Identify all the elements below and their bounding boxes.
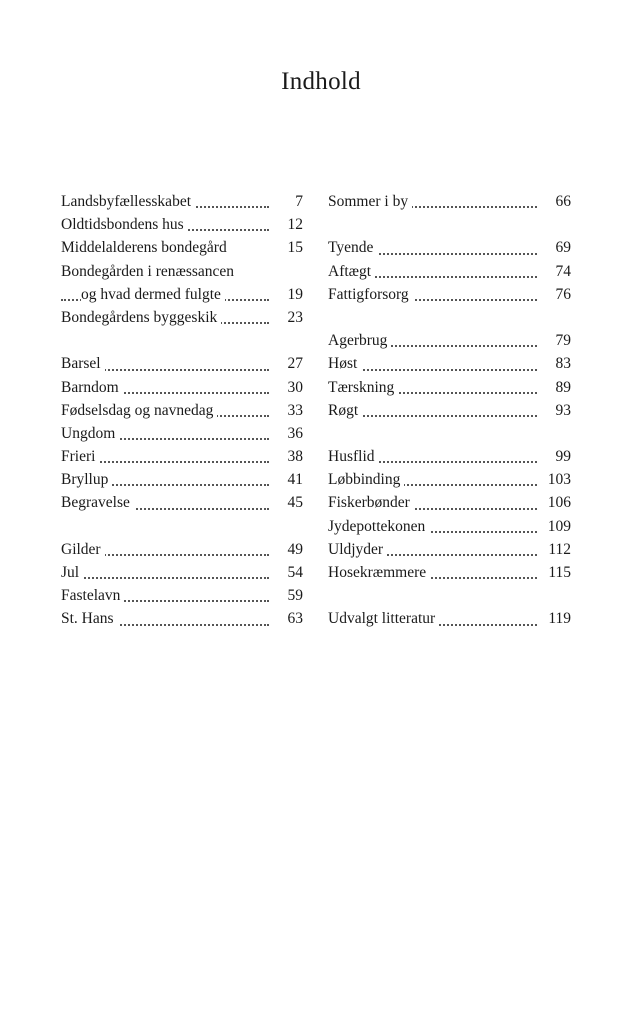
- toc-entry-page: 115: [537, 561, 571, 584]
- toc-entry-page: 27: [269, 352, 303, 375]
- toc-right-column: [328, 190, 571, 631]
- toc-entry[interactable]: [61, 561, 303, 584]
- toc-entry-label: Landsbyfællesskabet: [61, 193, 195, 210]
- toc-entry-label: Høst: [328, 355, 361, 372]
- toc-entry-label: Sommer i by: [328, 193, 412, 210]
- toc-entry-page: 93: [537, 399, 571, 422]
- toc-entry-label: Hosekræmmere: [328, 564, 430, 581]
- toc-entry[interactable]: [328, 445, 571, 468]
- toc-entry[interactable]: [328, 491, 571, 514]
- toc-entry[interactable]: [61, 352, 303, 375]
- toc-entry[interactable]: [61, 422, 303, 445]
- toc-entry[interactable]: [61, 376, 303, 399]
- toc-entry-page: 89: [537, 376, 571, 399]
- toc-entry-page: 112: [537, 538, 571, 561]
- toc-entry-label: Bryllup: [61, 471, 112, 488]
- toc-entry[interactable]: [61, 399, 303, 422]
- toc-entry-page: 79: [537, 329, 571, 352]
- toc-entry[interactable]: [328, 329, 571, 352]
- toc-entry-label: Jul: [61, 564, 83, 581]
- toc-entry-label: Bondegårdens byggeskik: [61, 309, 221, 326]
- toc-entry-page: 59: [269, 584, 303, 607]
- toc-entry-label: og hvad dermed fulgte: [81, 286, 225, 303]
- toc-entry-label: Husflid: [328, 448, 379, 465]
- toc-entry-page: 74: [537, 260, 571, 283]
- toc-entry[interactable]: [328, 352, 571, 375]
- toc-entry-page: 33: [269, 399, 303, 422]
- toc-entry-label: Agerbrug: [328, 332, 391, 349]
- toc-entry[interactable]: [61, 283, 303, 306]
- toc-entry-label: Jydepottekonen: [328, 518, 429, 535]
- toc-entry-label: Tyende: [328, 239, 377, 256]
- toc-entry-page: 12: [269, 213, 303, 236]
- toc-entry[interactable]: [61, 607, 303, 630]
- toc-entry[interactable]: [328, 283, 571, 306]
- toc-entry-page: 15: [269, 236, 303, 259]
- toc-entry-label: Begravelse: [61, 494, 134, 511]
- toc-entry-page: 66: [537, 190, 571, 213]
- toc-entry[interactable]: [61, 584, 303, 607]
- toc-entry[interactable]: [61, 190, 303, 213]
- toc-entry[interactable]: [61, 491, 303, 514]
- toc-entry[interactable]: [328, 468, 571, 491]
- toc-entry[interactable]: [61, 213, 303, 236]
- toc-entry-page: 23: [269, 306, 303, 329]
- toc-entry-label: Ungdom: [61, 425, 119, 442]
- toc-entry[interactable]: [61, 260, 303, 283]
- toc-entry-page: 41: [269, 468, 303, 491]
- toc-entry-label: Barsel: [61, 355, 105, 372]
- toc-entry-label: Frieri: [61, 448, 99, 465]
- toc-entry-label: Fastelavn: [61, 587, 124, 604]
- toc-entry-page: 99: [537, 445, 571, 468]
- toc-entry[interactable]: [328, 260, 571, 283]
- toc-entry-label: Fattigforsorg: [328, 286, 413, 303]
- toc-entry-page: 63: [269, 607, 303, 630]
- toc-entry-label: Tærskning: [328, 379, 398, 396]
- toc-entry-page: 19: [269, 283, 303, 306]
- toc-entry-label: Bondegården i renæssancen: [61, 263, 238, 280]
- toc-entry-label: Uldjyder: [328, 541, 387, 558]
- page-title: Indhold: [281, 68, 361, 95]
- toc-entry-label: Løbbinding: [328, 471, 404, 488]
- toc-entry-label: St. Hans: [61, 610, 118, 627]
- toc-entry-page: 54: [269, 561, 303, 584]
- toc-entry[interactable]: [328, 538, 571, 561]
- toc-entry[interactable]: [61, 306, 303, 329]
- toc-entry-page: 69: [537, 236, 571, 259]
- toc-left-column: [61, 190, 303, 631]
- toc-entry-page: 76: [537, 283, 571, 306]
- toc-entry[interactable]: [328, 515, 571, 538]
- toc-entry-label: Gilder: [61, 541, 105, 558]
- toc-entry[interactable]: [61, 538, 303, 561]
- toc-entry-page: 38: [269, 445, 303, 468]
- toc-entry-label: Oldtidsbondens hus: [61, 216, 188, 233]
- toc-entry[interactable]: [328, 561, 571, 584]
- toc-entry[interactable]: [328, 376, 571, 399]
- toc-entry-label: Barndom: [61, 379, 123, 396]
- toc-entry-page: 36: [269, 422, 303, 445]
- toc-entry-label: Aftægt: [328, 263, 375, 280]
- toc-entry[interactable]: [328, 399, 571, 422]
- toc-entry[interactable]: [61, 445, 303, 468]
- toc-entry-page: 83: [537, 352, 571, 375]
- toc-entry[interactable]: [61, 468, 303, 491]
- toc-entry-page: 119: [537, 607, 571, 630]
- toc-entry-label: Middelalderens bondegård: [61, 239, 231, 256]
- toc-entry-page: 45: [269, 491, 303, 514]
- toc-entry-page: 103: [537, 468, 571, 491]
- toc-entry-page: 30: [269, 376, 303, 399]
- toc-entry-page: 109: [537, 515, 571, 538]
- toc-entry-page: 7: [269, 190, 303, 213]
- toc-entry-page: 106: [537, 491, 571, 514]
- toc-entry-label: Udvalgt litteratur: [328, 610, 439, 627]
- toc-entry[interactable]: [328, 190, 571, 213]
- toc-entry[interactable]: [328, 236, 571, 259]
- toc-entry-label: Fiskerbønder: [328, 494, 414, 511]
- toc-entry-page: 49: [269, 538, 303, 561]
- toc-entry-label: Fødselsdag og navnedag: [61, 402, 217, 419]
- toc-entry[interactable]: [328, 607, 571, 630]
- toc-entry-label: Røgt: [328, 402, 362, 419]
- toc-entry[interactable]: [61, 236, 303, 259]
